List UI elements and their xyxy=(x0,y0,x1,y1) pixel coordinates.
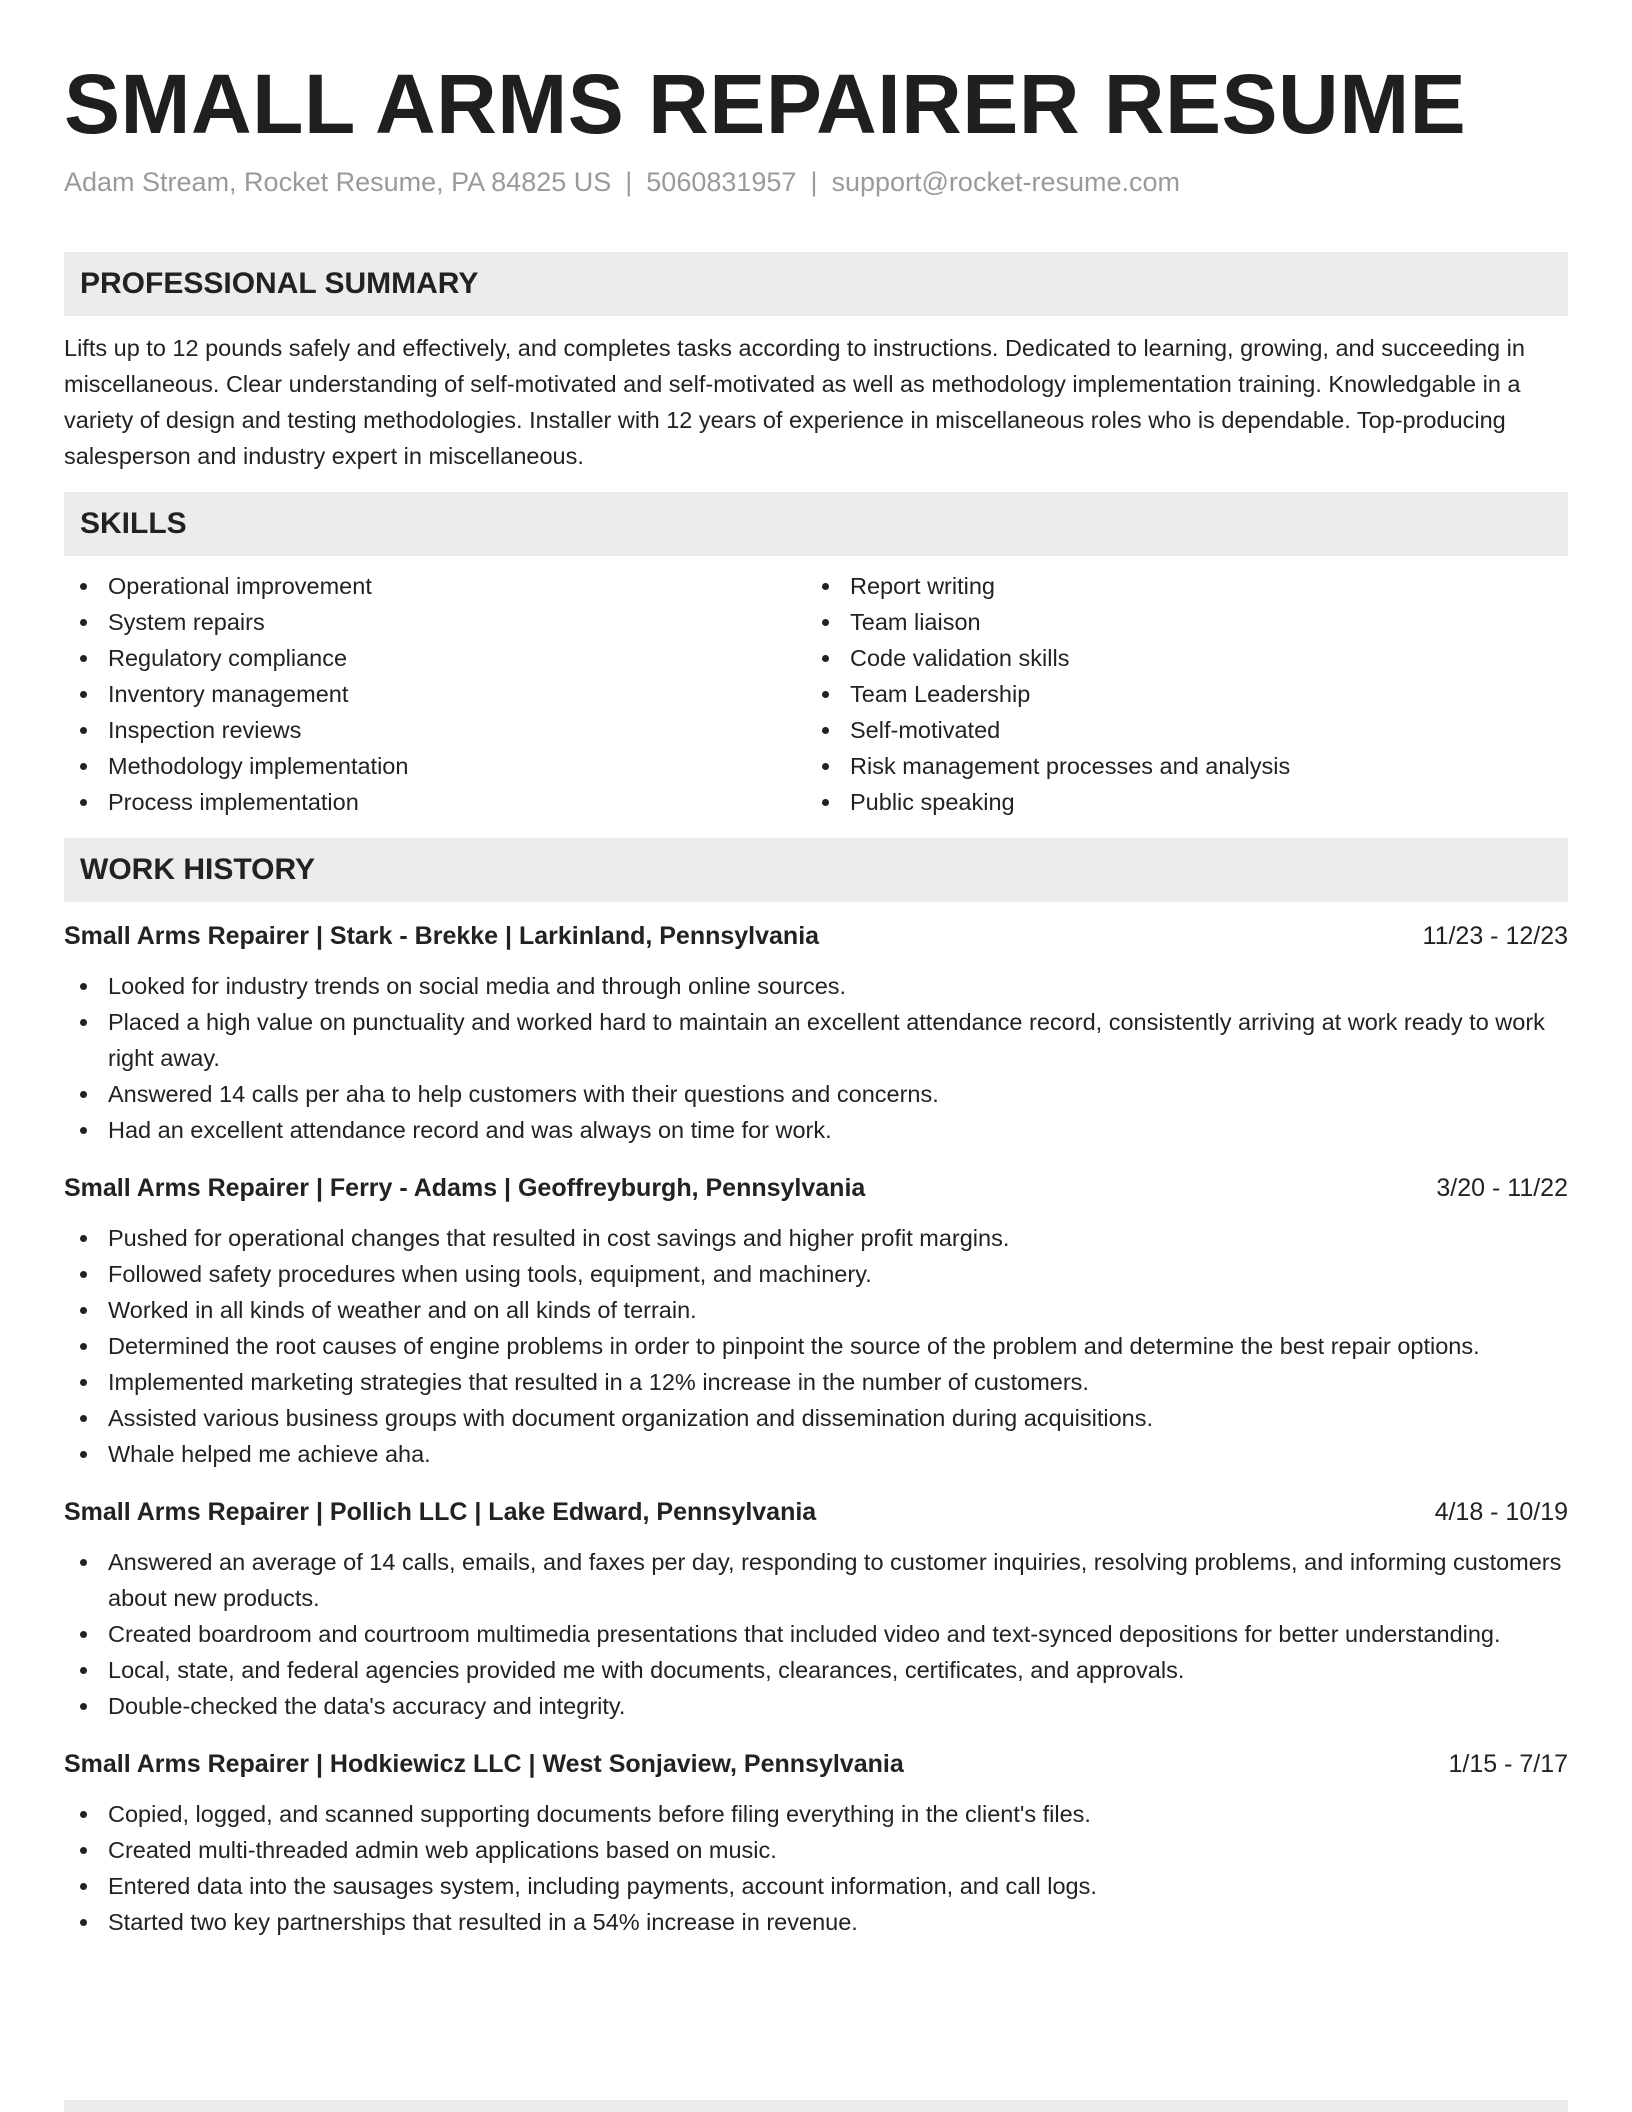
job-title: Small Arms Repairer | Pollich LLC | Lake Edward, Pennsylvania xyxy=(64,1498,817,1526)
job-title: Small Arms Repairer | Ferry - Adams | Geoffreyburgh, Pennsylvania xyxy=(64,1174,866,1202)
contact-separator: | xyxy=(625,167,633,197)
job-bullet: Created boardroom and courtroom multimedia presentations that included video and text-synced depositions for better understanding. xyxy=(64,1616,1568,1652)
contact-phone: 5060831957 xyxy=(646,167,797,197)
skill-item: Team liaison xyxy=(806,604,1548,640)
skill-item: Operational improvement xyxy=(64,568,806,604)
job-dates: 3/20 - 11/22 xyxy=(1436,1174,1568,1202)
job-bullet: Local, state, and federal agencies provided me with documents, clearances, certificates, and approvals. xyxy=(64,1652,1568,1688)
job-header xyxy=(64,1170,1568,1206)
job-bullet: Entered data into the sausages system, including payments, account information, and call logs. xyxy=(64,1868,1568,1904)
job-entry xyxy=(64,1170,1568,1472)
skill-item: Regulatory compliance xyxy=(64,640,806,676)
job-title: Small Arms Repairer | Stark - Brekke | Larkinland, Pennsylvania xyxy=(64,922,820,950)
job-bullet: Had an excellent attendance record and was always on time for work. xyxy=(64,1112,1568,1148)
skill-item: Team Leadership xyxy=(806,676,1548,712)
job-dates: 4/18 - 10/19 xyxy=(1434,1498,1568,1526)
job-header xyxy=(64,1746,1568,1782)
contact-email: support@rocket-resume.com xyxy=(831,167,1180,197)
contact-address: Adam Stream, Rocket Resume, PA 84825 US xyxy=(64,167,612,197)
job-bullets xyxy=(64,1796,1568,1940)
job-bullet: Started two key partnerships that resulted in a 54% increase in revenue. xyxy=(64,1904,1568,1940)
skill-item: Risk management processes and analysis xyxy=(806,748,1548,784)
job-bullet: Whale helped me achieve aha. xyxy=(64,1436,1568,1472)
skills-list xyxy=(64,568,1568,820)
job-bullet: Worked in all kinds of weather and on all kinds of terrain. xyxy=(64,1292,1568,1328)
job-dates: 1/15 - 7/17 xyxy=(1448,1750,1568,1778)
skill-item: Process implementation xyxy=(64,784,806,820)
job-bullet: Looked for industry trends on social media and through online sources. xyxy=(64,968,1568,1004)
skill-item: System repairs xyxy=(64,604,806,640)
job-bullets xyxy=(64,1220,1568,1472)
summary-heading: PROFESSIONAL SUMMARY xyxy=(64,252,1568,316)
skills-heading: SKILLS xyxy=(64,492,1568,556)
contact-separator: | xyxy=(810,167,818,197)
job-title: Small Arms Repairer | Hodkiewicz LLC | West Sonjaview, Pennsylvania xyxy=(64,1750,904,1778)
skill-item: Methodology implementation xyxy=(64,748,806,784)
skills-column-right xyxy=(806,568,1548,820)
job-bullet: Answered an average of 14 calls, emails, and faxes per day, responding to customer inquiries, resolving problems, and informing customers about new products. xyxy=(64,1544,1568,1616)
job-entry xyxy=(64,1746,1568,1940)
next-section-header-edge xyxy=(64,2100,1568,2112)
job-bullets xyxy=(64,968,1568,1148)
resume-title: SMALL ARMS REPAIRER RESUME xyxy=(64,57,1467,151)
job-bullet: Determined the root causes of engine problems in order to pinpoint the source of the problem and determine the best repair options. xyxy=(64,1328,1568,1364)
resume-page xyxy=(64,0,1568,1940)
skill-item: Report writing xyxy=(806,568,1548,604)
job-bullet: Double-checked the data's accuracy and integrity. xyxy=(64,1688,1568,1724)
job-header xyxy=(64,1494,1568,1530)
skill-item: Public speaking xyxy=(806,784,1548,820)
job-bullet: Pushed for operational changes that resulted in cost savings and higher profit margins. xyxy=(64,1220,1568,1256)
contact-line xyxy=(64,164,1568,200)
job-bullet: Implemented marketing strategies that resulted in a 12% increase in the number of customers. xyxy=(64,1364,1568,1400)
job-bullet: Copied, logged, and scanned supporting documents before filing everything in the client's files. xyxy=(64,1796,1568,1832)
job-entry xyxy=(64,918,1568,1148)
job-entry xyxy=(64,1494,1568,1724)
job-bullet: Created multi-threaded admin web applications based on music. xyxy=(64,1832,1568,1868)
skill-item: Inventory management xyxy=(64,676,806,712)
job-bullets xyxy=(64,1544,1568,1724)
skills-column-left xyxy=(64,568,806,820)
job-dates: 11/23 - 12/23 xyxy=(1422,922,1568,950)
summary-text: Lifts up to 12 pounds safely and effectively, and completes tasks according to instructions. Dedicated to learning, growing, and succeeding in miscellaneous. Clear understanding of self-motivated and self-motivated as well as methodology implementation training. Knowledgable in a variety of design and testing methodologies. Installer with 12 years of experience in miscellaneous roles who is dependable. Top-producing salesperson and industry expert in miscellaneous. xyxy=(64,335,1525,469)
job-bullet: Assisted various business groups with document organization and dissemination during acquisitions. xyxy=(64,1400,1568,1436)
job-header xyxy=(64,918,1568,954)
job-bullet: Answered 14 calls per aha to help customers with their questions and concerns. xyxy=(64,1076,1568,1112)
skill-item: Self-motivated xyxy=(806,712,1548,748)
skill-item: Inspection reviews xyxy=(64,712,806,748)
skill-item: Code validation skills xyxy=(806,640,1548,676)
job-bullet: Placed a high value on punctuality and worked hard to maintain an excellent attendance record, consistently arriving at work ready to work right away. xyxy=(64,1004,1568,1076)
job-bullet: Followed safety procedures when using tools, equipment, and machinery. xyxy=(64,1256,1568,1292)
work-history-heading: WORK HISTORY xyxy=(64,838,1568,902)
